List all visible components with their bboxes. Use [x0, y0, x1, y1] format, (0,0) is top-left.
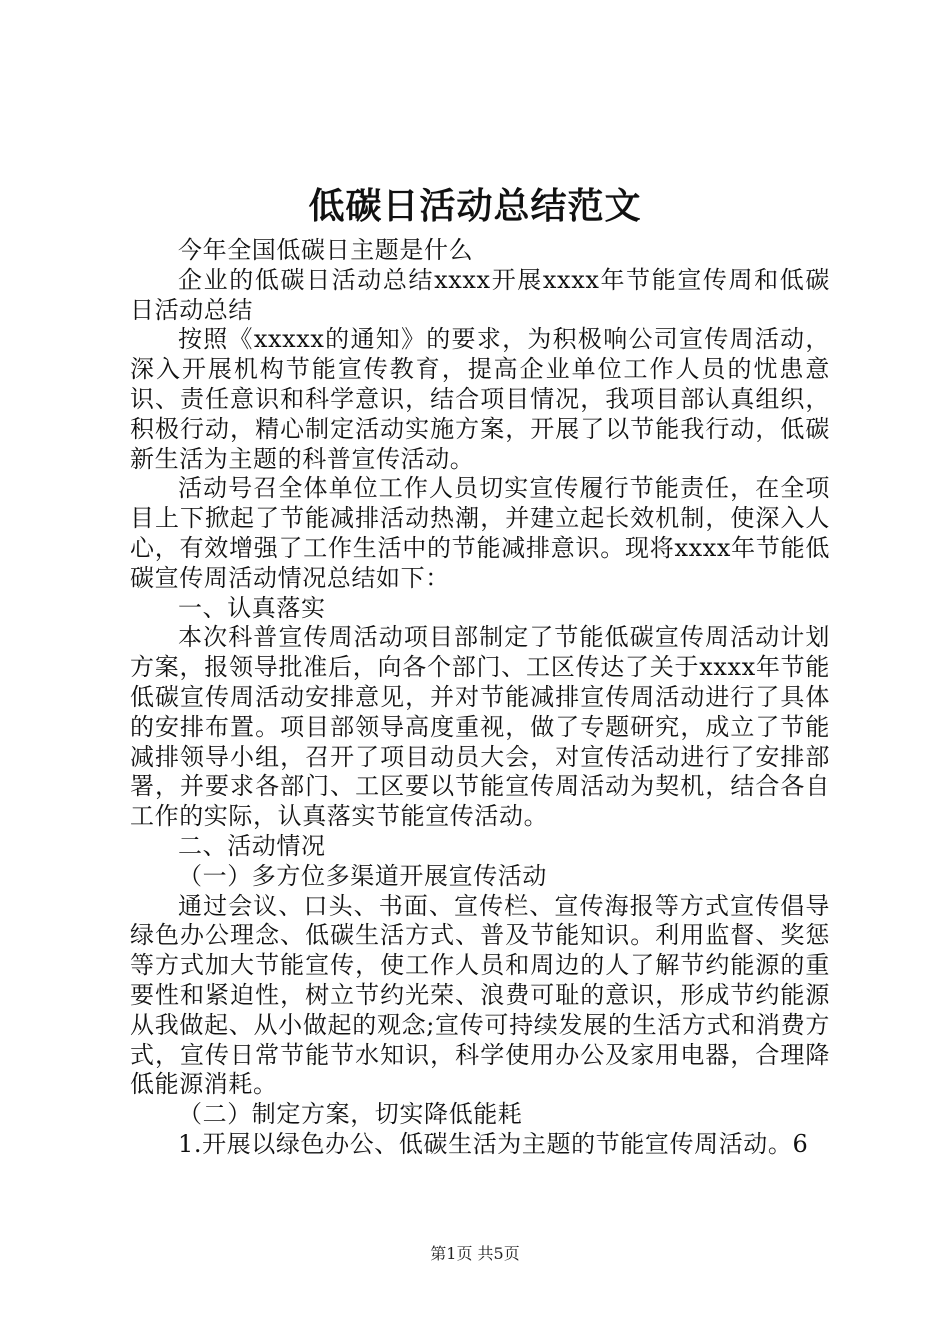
section-heading: 二、活动情况: [178, 831, 326, 860]
paragraph: 活动号召全体单位工作人员切实宣传履行节能责任，在全项目上下掀起了节能减排活动热潮，并建立起长效机制，使深入人心，有效增强了工作生活中的节能减排意识。现将xxxx年节能低碳宣传周活动情况总结如下：: [130, 474, 830, 592]
document-title: 低碳日活动总结范文: [308, 185, 642, 227]
subsection-heading: （一）多方位多渠道开展宣传活动: [178, 861, 547, 890]
paragraph: 今年全国低碳日主题是什么: [178, 236, 474, 264]
paragraph: 企业的低碳日活动总结xxxx开展xxxx年节能宣传周和低碳日活动总结: [130, 265, 830, 324]
paragraph: 按照《xxxxx的通知》的要求，为积极响公司宣传周活动，深入开展机构节能宣传教育，提高企业单位工作人员的忧患意识、责任意识和科学意识，结合项目情况，我项目部认真组织，积极行动，精心制定活动实施方案，开展了以节能我行动，低碳新生活为主题的科普宣传活动。: [130, 325, 830, 473]
paragraph: 1.开展以绿色办公、低碳生活为主题的节能宣传周活动。6: [178, 1129, 809, 1158]
page-footer: 第1页 共5页: [430, 1244, 520, 1263]
paragraph: 通过会议、口头、书面、宣传栏、宣传海报等方式宣传倡导绿色办公理念、低碳生活方式、普及节能知识。利用监督、奖惩等方式加大节能宣传，使工作人员和周边的人了解节约能源的重要性和紧迫性，树立节约光荣、浪费可耻的意识，形成节约能源从我做起、从小做起的观念;宣传可持续发展的生活方式和消费方式，宣传日常节能节水知识，科学使用办公及家用电器，合理降低能源消耗。: [130, 891, 830, 1099]
section-heading: 一、认真落实: [178, 593, 326, 622]
subsection-heading: （二）制定方案，切实降低能耗: [178, 1100, 523, 1129]
paragraph: 本次科普宣传周活动项目部制定了节能低碳宣传周活动计划方案，报领导批准后，向各个部门、工区传达了关于xxxx年节能低碳宣传周活动安排意见，并对节能减排宣传周活动进行了具体的安排布置。项目部领导高度重视，做了专题研究，成立了节能减排领导小组，召开了项目动员大会，对宣传活动进行了安排部署，并要求各部门、工区要以节能宣传周活动为契机，结合各自工作的实际，认真落实节能宣传活动。: [130, 623, 830, 831]
document-body: [130, 236, 830, 1160]
